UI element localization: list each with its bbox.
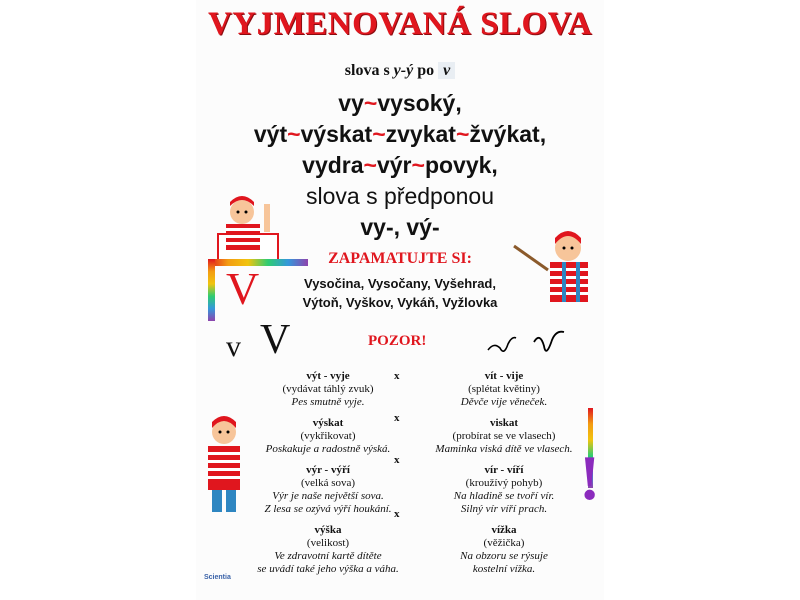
entry-example: Poskakuje a radostně výská. — [265, 443, 391, 455]
entry-example: Ve zdravotní kartě dítěte — [274, 550, 382, 562]
subtitle-mid: po — [413, 62, 439, 79]
poster-footer — [196, 572, 604, 600]
poster — [196, 0, 604, 600]
entry-example: kostelní vížka. — [472, 563, 536, 575]
word-entry — [244, 524, 412, 576]
tilde-sep: ~ — [455, 121, 470, 147]
entry-headword: výška — [314, 524, 342, 536]
entry-example: Pes smutně vyje. — [291, 396, 365, 408]
word-entry — [418, 464, 590, 516]
word-entry — [244, 417, 412, 456]
left-word-column — [244, 370, 412, 584]
word: vysoký, — [377, 90, 462, 116]
word: zvykat — [385, 121, 456, 147]
word-entry — [244, 464, 412, 516]
subtitle — [196, 62, 604, 80]
entry-gloss: (probírat se ve vlasech) — [452, 430, 556, 442]
big-red-letter-v: V — [226, 263, 260, 314]
boy-illustration-bottom — [202, 410, 244, 516]
contrast-x-mark: x — [394, 454, 400, 466]
tilde-sep: ~ — [363, 152, 377, 178]
entry-example: Z lesa se ozývá výří houkání. — [264, 503, 392, 515]
entry-gloss: (vydávat táhlý zvuk) — [282, 383, 374, 395]
place-names-line: Vysočina, Vysočany, Vyšehrad, — [304, 276, 496, 291]
poster-title: VYJMENOVANÁ SLOVA — [207, 6, 593, 42]
main-line — [196, 88, 604, 119]
main-line — [196, 150, 604, 181]
word: vy-, vý- — [360, 214, 440, 240]
word: výt — [253, 121, 288, 147]
tilde-sep: ~ — [363, 90, 378, 116]
entry-headword: vír - víří — [484, 464, 524, 476]
place-names-line: Výtoň, Vyškov, Vykáň, Vyžlovka — [302, 295, 498, 310]
entry-headword: výt - vyje — [306, 370, 350, 382]
entry-example: Děvče vije věneček. — [460, 396, 548, 408]
pozor-heading: POZOR! — [368, 333, 427, 349]
entry-gloss: (věžička) — [483, 537, 525, 549]
tilde-sep: ~ — [411, 152, 425, 178]
entry-gloss: (splétat květiny) — [468, 383, 540, 395]
capital-letter-v: V — [260, 317, 291, 363]
small-letter-v: v — [226, 330, 241, 363]
entry-example: Maminka viská dítě ve vlasech. — [435, 443, 573, 455]
word: vy — [338, 90, 364, 116]
main-line — [196, 119, 604, 150]
word-entry — [418, 370, 590, 409]
entry-example: Výr je naše největší sova. — [272, 490, 384, 502]
entry-headword: výskat — [312, 417, 344, 429]
word: výr — [376, 152, 412, 178]
right-word-column — [418, 370, 590, 584]
entry-example: Na obzoru se rýsuje — [460, 550, 548, 562]
word: slova s předponou — [306, 183, 494, 209]
word: výskat — [300, 121, 373, 147]
entry-example: Na hladině se tvoří vír. — [453, 490, 555, 502]
exclamation-mark-icon: ! — [579, 442, 601, 513]
publisher-logo: Scientia — [204, 574, 231, 581]
cursive-v-icon — [484, 322, 574, 362]
remember-heading: ZAPAMATUJTE SI: — [328, 250, 472, 267]
tilde-sep: ~ — [372, 121, 386, 147]
entry-headword: vít - vije — [484, 370, 524, 382]
entry-gloss: (velká sova) — [300, 477, 356, 489]
word: povyk, — [424, 152, 498, 178]
word-entry — [418, 524, 590, 576]
entry-gloss: (vykřikovat) — [300, 430, 356, 442]
rainbow-frame-side — [208, 259, 215, 321]
entry-gloss: (kroužívý pohyb) — [465, 477, 543, 489]
word: vydra — [302, 152, 364, 178]
entry-headword: vížka — [491, 524, 517, 536]
entry-example: Silný vír víří prach. — [460, 503, 548, 515]
subtitle-pre: slova s — [344, 62, 394, 79]
entry-headword: výr - výří — [306, 464, 350, 476]
entry-example: se uvádí také jeho výška a váha. — [257, 563, 399, 575]
contrast-x-mark: x — [394, 370, 400, 382]
contrast-x-mark: x — [394, 508, 400, 520]
entry-headword: viskat — [489, 417, 519, 429]
word-entry — [244, 370, 412, 409]
striped-shirt-icon — [226, 224, 260, 250]
subtitle-letter: v — [438, 62, 455, 79]
word-entry — [418, 417, 590, 456]
entry-gloss: (velikost) — [306, 537, 350, 549]
contrast-x-mark: x — [394, 412, 400, 424]
word: žvýkat, — [469, 121, 547, 147]
subtitle-yy: y-ý — [393, 62, 414, 79]
tilde-sep: ~ — [287, 121, 301, 147]
